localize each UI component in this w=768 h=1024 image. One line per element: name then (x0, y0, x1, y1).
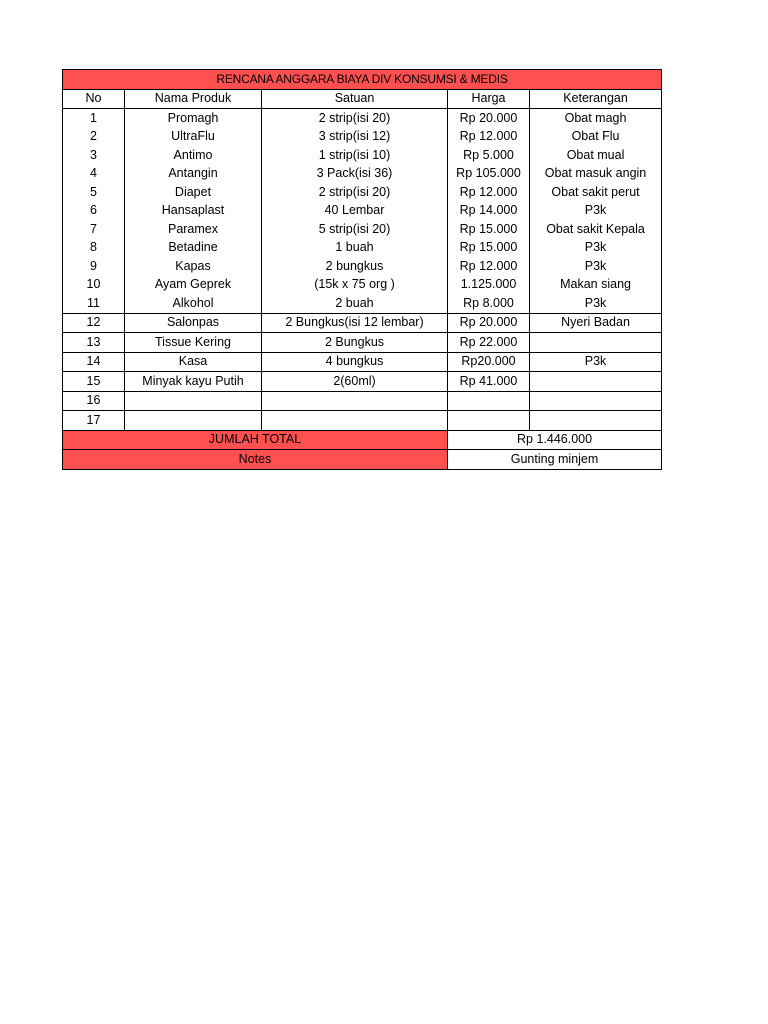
table-row (63, 220, 662, 239)
cell-nama-produk: Alkohol (125, 294, 262, 313)
cell-no: 15 (63, 372, 125, 392)
cell-nama-produk (125, 391, 262, 411)
cell-satuan: 2(60ml) (262, 372, 448, 392)
cell-keterangan: Obat sakit Kepala (530, 220, 662, 239)
cell-keterangan (530, 391, 662, 411)
cell-no: 5 (63, 183, 125, 202)
table-row (63, 257, 662, 276)
table-row (63, 146, 662, 165)
cell-harga: Rp 5.000 (448, 146, 530, 165)
cell-satuan: 5 strip(isi 20) (262, 220, 448, 239)
cell-satuan: 2 bungkus (262, 257, 448, 276)
cell-no: 12 (63, 313, 125, 333)
cell-no: 13 (63, 333, 125, 353)
cell-nama-produk: Minyak kayu Putih (125, 372, 262, 392)
table-row (63, 128, 662, 147)
cell-satuan: 1 buah (262, 239, 448, 258)
cell-keterangan (530, 372, 662, 392)
cell-harga: Rp 22.000 (448, 333, 530, 353)
table-row (63, 313, 662, 333)
cell-keterangan: Makan siang (530, 276, 662, 295)
cell-keterangan: Obat masuk angin (530, 165, 662, 184)
notes-row (63, 450, 662, 470)
cell-satuan: 40 Lembar (262, 202, 448, 221)
budget-table (62, 69, 662, 470)
cell-keterangan: P3k (530, 239, 662, 258)
header-no: No (63, 89, 125, 109)
cell-no: 7 (63, 220, 125, 239)
total-value: Rp 1.446.000 (448, 430, 662, 450)
cell-harga: Rp 12.000 (448, 257, 530, 276)
cell-satuan: 1 strip(isi 10) (262, 146, 448, 165)
cell-nama-produk (125, 411, 262, 431)
cell-satuan: (15k x 75 org ) (262, 276, 448, 295)
cell-no: 4 (63, 165, 125, 184)
cell-satuan: 2 Bungkus(isi 12 lembar) (262, 313, 448, 333)
cell-satuan: 2 Bungkus (262, 333, 448, 353)
header-keterangan: Keterangan (530, 89, 662, 109)
cell-nama-produk: Ayam Geprek (125, 276, 262, 295)
cell-keterangan (530, 411, 662, 431)
cell-nama-produk: Tissue Kering (125, 333, 262, 353)
cell-nama-produk: Salonpas (125, 313, 262, 333)
cell-nama-produk: Betadine (125, 239, 262, 258)
cell-keterangan: P3k (530, 202, 662, 221)
header-satuan: Satuan (262, 89, 448, 109)
cell-no: 6 (63, 202, 125, 221)
cell-harga: Rp 15.000 (448, 220, 530, 239)
cell-no: 1 (63, 109, 125, 128)
cell-keterangan (530, 333, 662, 353)
table-row (63, 372, 662, 392)
cell-nama-produk: UltraFlu (125, 128, 262, 147)
cell-harga: Rp20.000 (448, 352, 530, 372)
notes-label: Notes (63, 450, 448, 470)
cell-keterangan: Nyeri Badan (530, 313, 662, 333)
cell-satuan (262, 391, 448, 411)
cell-harga: Rp 15.000 (448, 239, 530, 258)
cell-keterangan: P3k (530, 294, 662, 313)
cell-nama-produk: Antimo (125, 146, 262, 165)
cell-harga (448, 391, 530, 411)
total-row (63, 430, 662, 450)
cell-no: 8 (63, 239, 125, 258)
cell-nama-produk: Promagh (125, 109, 262, 128)
cell-keterangan: P3k (530, 352, 662, 372)
budget-sheet (62, 69, 661, 470)
cell-no: 9 (63, 257, 125, 276)
cell-keterangan: P3k (530, 257, 662, 276)
cell-satuan (262, 411, 448, 431)
cell-no: 16 (63, 391, 125, 411)
cell-keterangan: Obat magh (530, 109, 662, 128)
cell-nama-produk: Paramex (125, 220, 262, 239)
cell-nama-produk: Diapet (125, 183, 262, 202)
cell-keterangan: Obat sakit perut (530, 183, 662, 202)
cell-harga: Rp 8.000 (448, 294, 530, 313)
header-nama-produk: Nama Produk (125, 89, 262, 109)
cell-harga: Rp 14.000 (448, 202, 530, 221)
title-row (63, 70, 662, 90)
cell-harga: Rp 12.000 (448, 128, 530, 147)
cell-no: 2 (63, 128, 125, 147)
cell-satuan: 3 strip(isi 12) (262, 128, 448, 147)
cell-satuan: 2 strip(isi 20) (262, 109, 448, 128)
cell-satuan: 4 bungkus (262, 352, 448, 372)
table-row (63, 276, 662, 295)
table-row (63, 165, 662, 184)
cell-no: 3 (63, 146, 125, 165)
cell-harga: Rp 12.000 (448, 183, 530, 202)
table-title: RENCANA ANGGARA BIAYA DIV KONSUMSI & MEDIS (63, 70, 662, 90)
cell-keterangan: Obat Flu (530, 128, 662, 147)
notes-value: Gunting minjem (448, 450, 662, 470)
cell-no: 11 (63, 294, 125, 313)
cell-satuan: 3 Pack(isi 36) (262, 165, 448, 184)
table-row (63, 202, 662, 221)
cell-no: 14 (63, 352, 125, 372)
header-row (63, 89, 662, 109)
table-row (63, 391, 662, 411)
table-row (63, 352, 662, 372)
cell-no: 17 (63, 411, 125, 431)
table-row (63, 333, 662, 353)
table-row (63, 294, 662, 313)
cell-harga: Rp 20.000 (448, 313, 530, 333)
cell-harga (448, 411, 530, 431)
cell-nama-produk: Kapas (125, 257, 262, 276)
header-harga: Harga (448, 89, 530, 109)
cell-nama-produk: Kasa (125, 352, 262, 372)
total-label: JUMLAH TOTAL (63, 430, 448, 450)
cell-harga: Rp 41.000 (448, 372, 530, 392)
cell-no: 10 (63, 276, 125, 295)
cell-satuan: 2 strip(isi 20) (262, 183, 448, 202)
cell-harga: Rp 20.000 (448, 109, 530, 128)
cell-satuan: 2 buah (262, 294, 448, 313)
cell-keterangan: Obat mual (530, 146, 662, 165)
table-row (63, 411, 662, 431)
cell-nama-produk: Hansaplast (125, 202, 262, 221)
cell-harga: Rp 105.000 (448, 165, 530, 184)
table-row (63, 239, 662, 258)
cell-harga: 1.125.000 (448, 276, 530, 295)
table-row (63, 183, 662, 202)
cell-nama-produk: Antangin (125, 165, 262, 184)
table-row (63, 109, 662, 128)
